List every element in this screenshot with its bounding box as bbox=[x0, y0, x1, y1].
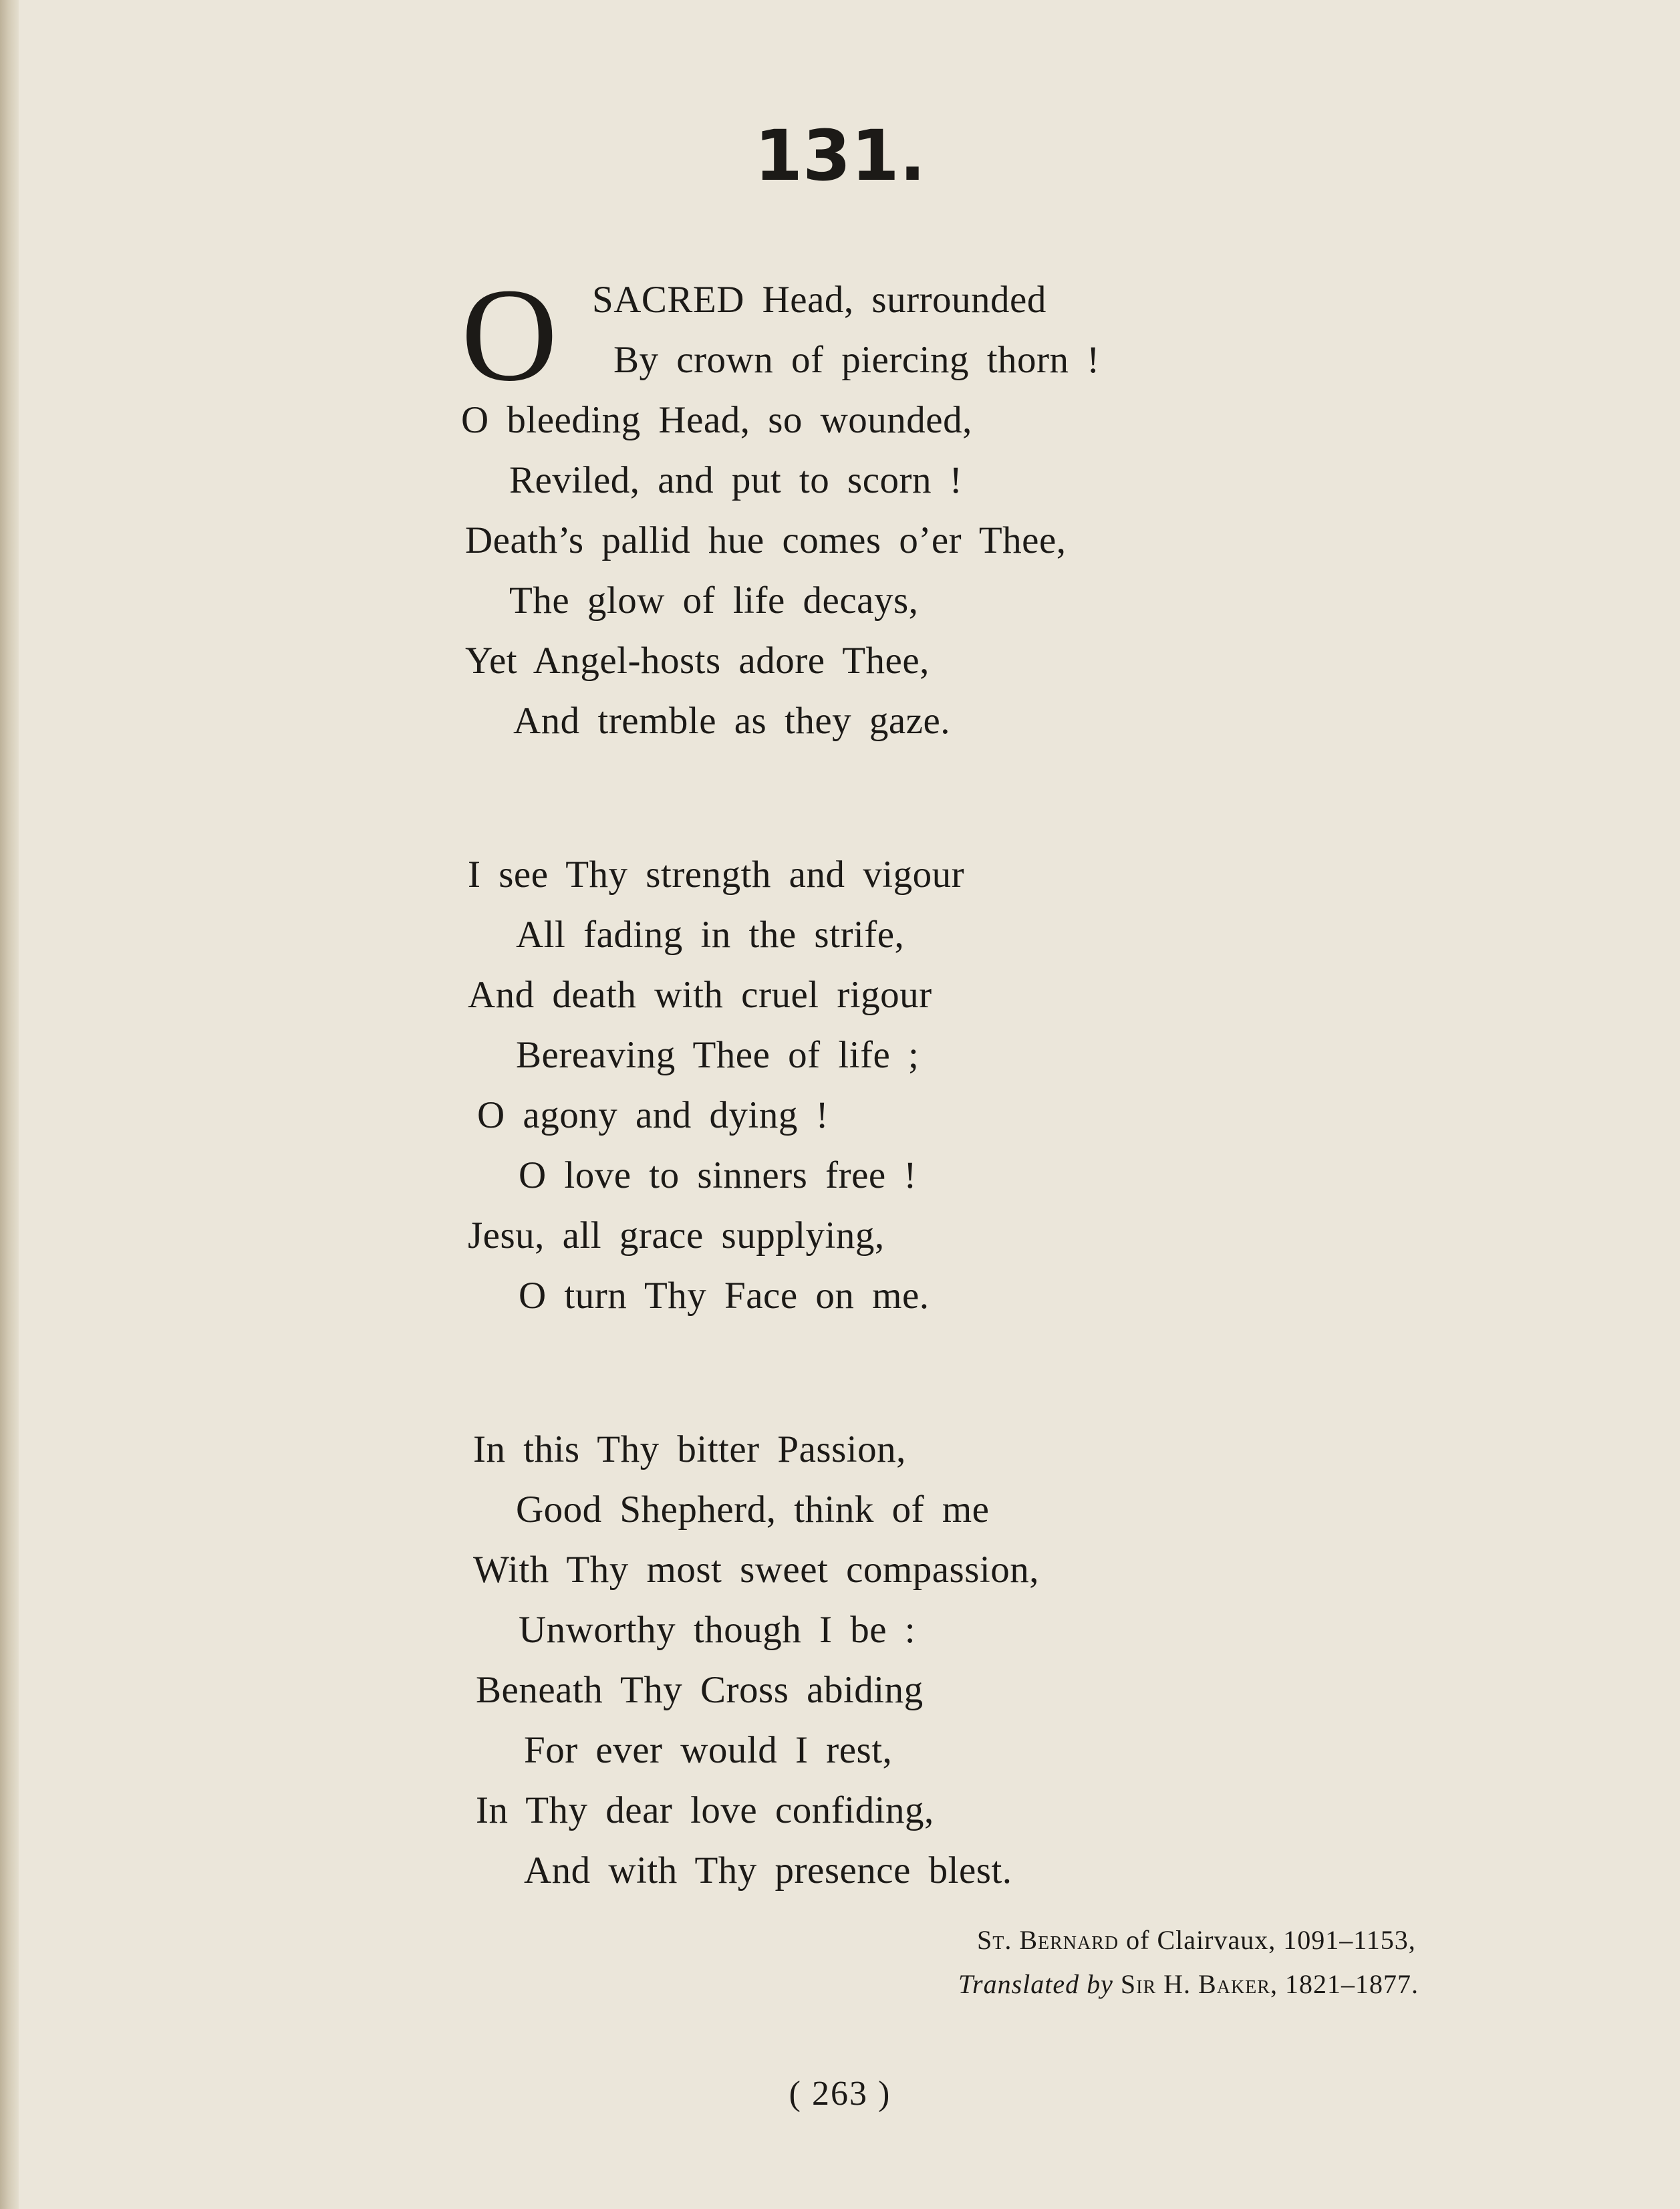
author-place: of Clairvaux, bbox=[1126, 1925, 1276, 1955]
verse-line: All fading in the strife, bbox=[516, 914, 905, 956]
author-name: St. Bernard bbox=[977, 1925, 1119, 1955]
verse-line: By crown of piercing thorn ! bbox=[613, 339, 1100, 381]
verse-line: With Thy most sweet compassion, bbox=[473, 1549, 1039, 1591]
translator-dates: 1821–1877. bbox=[1284, 1969, 1419, 1999]
verse-line: SACRED Head, surrounded bbox=[592, 279, 1046, 321]
verse-line: In this Thy bitter Passion, bbox=[473, 1428, 906, 1470]
verse-line: O agony and dying ! bbox=[477, 1094, 829, 1136]
author-dates: 1091–1153, bbox=[1283, 1925, 1416, 1955]
verse-line: O turn Thy Face on me. bbox=[519, 1275, 930, 1317]
page-number: ( 263 ) bbox=[789, 2075, 891, 2113]
verse-line: And with Thy presence blest. bbox=[524, 1849, 1012, 1892]
drop-cap: O bbox=[461, 261, 558, 409]
verse-line: I see Thy strength and vigour bbox=[468, 854, 965, 896]
verse-line: O bleeding Head, so wounded, bbox=[461, 399, 972, 441]
verse-line: For ever would I rest, bbox=[524, 1729, 893, 1771]
verse-line: And death with cruel rigour bbox=[468, 974, 932, 1016]
verse-line: Death’s pallid hue comes o’er Thee, bbox=[465, 519, 1067, 561]
hymn-number: 131. bbox=[754, 115, 926, 197]
translated-by-label: Translated by bbox=[958, 1969, 1113, 1999]
verse-line: Bereaving Thee of life ; bbox=[516, 1034, 920, 1076]
verse-line: O love to sinners free ! bbox=[519, 1154, 917, 1196]
verse-line: In Thy dear love confiding, bbox=[476, 1789, 934, 1831]
verse-line: Good Shepherd, think of me bbox=[516, 1488, 990, 1531]
page-gutter-shadow bbox=[0, 0, 19, 2209]
translator-attribution bbox=[958, 1966, 1419, 2002]
verse-line: The glow of life decays, bbox=[509, 579, 919, 622]
verse-line: Beneath Thy Cross abiding bbox=[476, 1669, 924, 1711]
verse-line: Jesu, all grace supplying, bbox=[468, 1214, 885, 1257]
verse-line: Unworthy though I be : bbox=[519, 1609, 916, 1651]
author-attribution bbox=[977, 1922, 1416, 1958]
verse-line: Yet Angel-hosts adore Thee, bbox=[465, 640, 930, 682]
verse-line: And tremble as they gaze. bbox=[513, 700, 951, 742]
translator-name: Sir H. Baker, bbox=[1120, 1969, 1278, 1999]
verse-line: Reviled, and put to scorn ! bbox=[509, 459, 963, 501]
